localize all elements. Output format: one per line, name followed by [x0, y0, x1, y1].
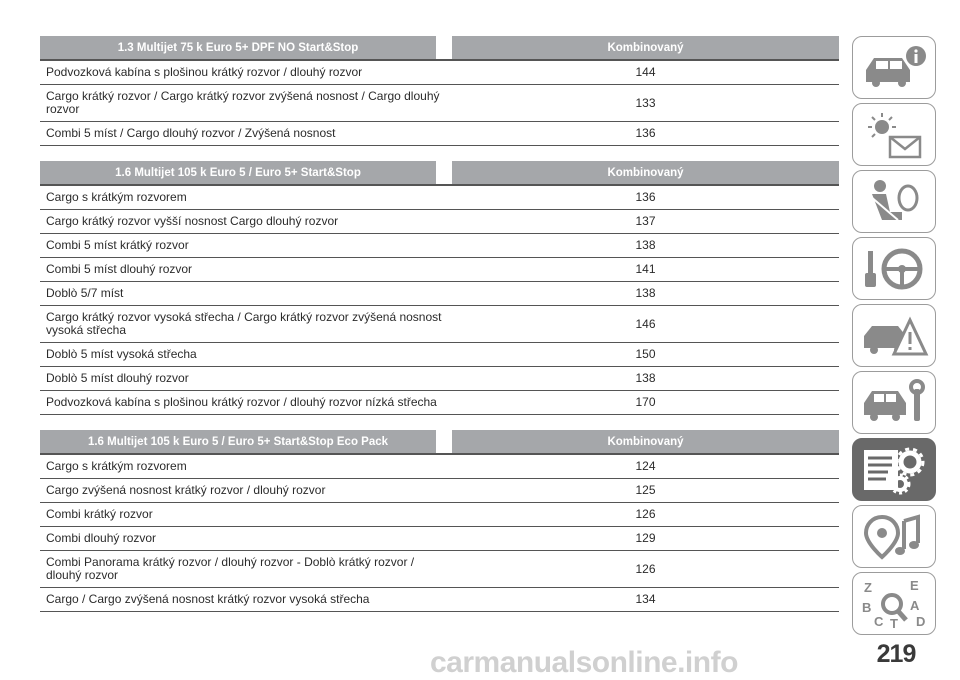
row-value: 137 — [452, 210, 839, 234]
chapter-tabs — [852, 36, 938, 639]
row-label: Cargo krátký rozvor vyšší nosnost Cargo dlouhý rozvor — [40, 210, 452, 234]
table-row — [40, 282, 839, 306]
tab-technical-data[interactable] — [852, 438, 936, 501]
row-value: 170 — [452, 391, 839, 415]
column-header: Kombinovaný — [452, 430, 839, 454]
multimedia-icon — [858, 511, 930, 563]
table-row — [40, 588, 839, 612]
row-value: 133 — [452, 85, 839, 122]
index-search-icon — [858, 578, 930, 630]
tab-index[interactable] — [852, 572, 936, 635]
table-row — [40, 527, 839, 551]
table-header-row — [40, 36, 839, 60]
index-letter: D — [916, 613, 926, 629]
row-value: 138 — [452, 282, 839, 306]
tab-multimedia[interactable] — [852, 505, 936, 568]
key-steering-wheel-icon — [858, 243, 930, 295]
row-label: Combi 5 míst dlouhý rozvor — [40, 258, 452, 282]
table-row — [40, 454, 839, 479]
table-row — [40, 60, 839, 85]
column-header: Kombinovaný — [452, 36, 839, 60]
spec-table-1 — [40, 36, 839, 146]
page-number: 219 — [876, 640, 916, 668]
tab-key-steering[interactable] — [852, 237, 936, 300]
row-value: 136 — [452, 185, 839, 210]
row-label: Cargo s krátkým rozvorem — [40, 185, 452, 210]
row-label: Combi krátký rozvor — [40, 503, 452, 527]
row-value: 125 — [452, 479, 839, 503]
row-label: Combi dlouhý rozvor — [40, 527, 452, 551]
header-gap — [436, 161, 452, 185]
row-value: 134 — [452, 588, 839, 612]
tab-breakdown[interactable] — [852, 304, 936, 367]
row-value: 138 — [452, 234, 839, 258]
row-value: 144 — [452, 60, 839, 85]
row-value: 141 — [452, 258, 839, 282]
spec-table-3 — [40, 430, 839, 612]
document-body — [40, 36, 839, 612]
row-label: Combi 5 míst krátký rozvor — [40, 234, 452, 258]
table-row — [40, 503, 839, 527]
table-row — [40, 185, 839, 210]
car-maintenance-icon — [858, 377, 930, 429]
car-info-icon — [858, 42, 930, 94]
index-letter: C — [874, 613, 884, 629]
tab-warning-lights[interactable] — [852, 103, 936, 166]
engine-header: 1.6 Multijet 105 k Euro 5 / Euro 5+ Start&Stop Eco Pack — [40, 430, 436, 454]
table-row — [40, 391, 839, 415]
table-row — [40, 343, 839, 367]
tab-seat-airbag[interactable] — [852, 170, 936, 233]
table-row — [40, 551, 839, 588]
index-letter: B — [862, 599, 872, 615]
header-gap — [436, 36, 452, 60]
row-value: 150 — [452, 343, 839, 367]
row-label: Combi Panorama krátký rozvor / dlouhý rozvor - Doblò krátký rozvor / dlouhý rozvor — [40, 551, 452, 588]
table-row — [40, 258, 839, 282]
tab-car-maintenance[interactable] — [852, 371, 936, 434]
index-letter: A — [910, 597, 920, 613]
table-row — [40, 234, 839, 258]
row-label: Cargo krátký rozvor / Cargo krátký rozvor zvýšená nosnost / Cargo dlouhý rozvor — [40, 85, 452, 122]
warning-lights-icon — [858, 109, 930, 161]
row-label: Podvozková kabína s plošinou krátký rozvor / dlouhý rozvor — [40, 60, 452, 85]
row-label: Doblò 5/7 míst — [40, 282, 452, 306]
row-value: 136 — [452, 122, 839, 146]
row-label: Doblò 5 míst vysoká střecha — [40, 343, 452, 367]
index-letter: E — [910, 577, 919, 593]
engine-header: 1.6 Multijet 105 k Euro 5 / Euro 5+ Start&Stop — [40, 161, 436, 185]
watermark: carmanualsonline.info — [430, 646, 738, 679]
row-value: 126 — [452, 503, 839, 527]
row-label: Doblò 5 míst dlouhý rozvor — [40, 367, 452, 391]
engine-header: 1.3 Multijet 75 k Euro 5+ DPF NO Start&Stop — [40, 36, 436, 60]
column-header: Kombinovaný — [452, 161, 839, 185]
row-label: Cargo / Cargo zvýšená nosnost krátký rozvor vysoká střecha — [40, 588, 452, 612]
header-gap — [436, 430, 452, 454]
row-value: 129 — [452, 527, 839, 551]
breakdown-warning-icon — [858, 310, 930, 362]
table-row — [40, 85, 839, 122]
technical-data-icon — [858, 444, 930, 496]
table-row — [40, 367, 839, 391]
row-label: Cargo zvýšená nosnost krátký rozvor / dlouhý rozvor — [40, 479, 452, 503]
row-label: Cargo s krátkým rozvorem — [40, 454, 452, 479]
spec-table-2 — [40, 161, 839, 415]
row-value: 124 — [452, 454, 839, 479]
table-row — [40, 479, 839, 503]
row-label: Podvozková kabína s plošinou krátký rozvor / dlouhý rozvor nízká střecha — [40, 391, 452, 415]
row-label: Combi 5 míst / Cargo dlouhý rozvor / Zvýšená nosnost — [40, 122, 452, 146]
row-label: Cargo krátký rozvor vysoká střecha / Cargo krátký rozvor zvýšená nosnost vysoká střecha — [40, 306, 452, 343]
tab-car-info[interactable] — [852, 36, 936, 99]
seat-airbag-icon — [858, 176, 930, 228]
table-header-row — [40, 161, 839, 185]
table-row — [40, 210, 839, 234]
index-letter: Z — [864, 579, 872, 595]
row-value: 146 — [452, 306, 839, 343]
row-value: 126 — [452, 551, 839, 588]
index-letter: T — [890, 615, 898, 630]
table-row — [40, 306, 839, 343]
row-value: 138 — [452, 367, 839, 391]
table-header-row — [40, 430, 839, 454]
table-row — [40, 122, 839, 146]
